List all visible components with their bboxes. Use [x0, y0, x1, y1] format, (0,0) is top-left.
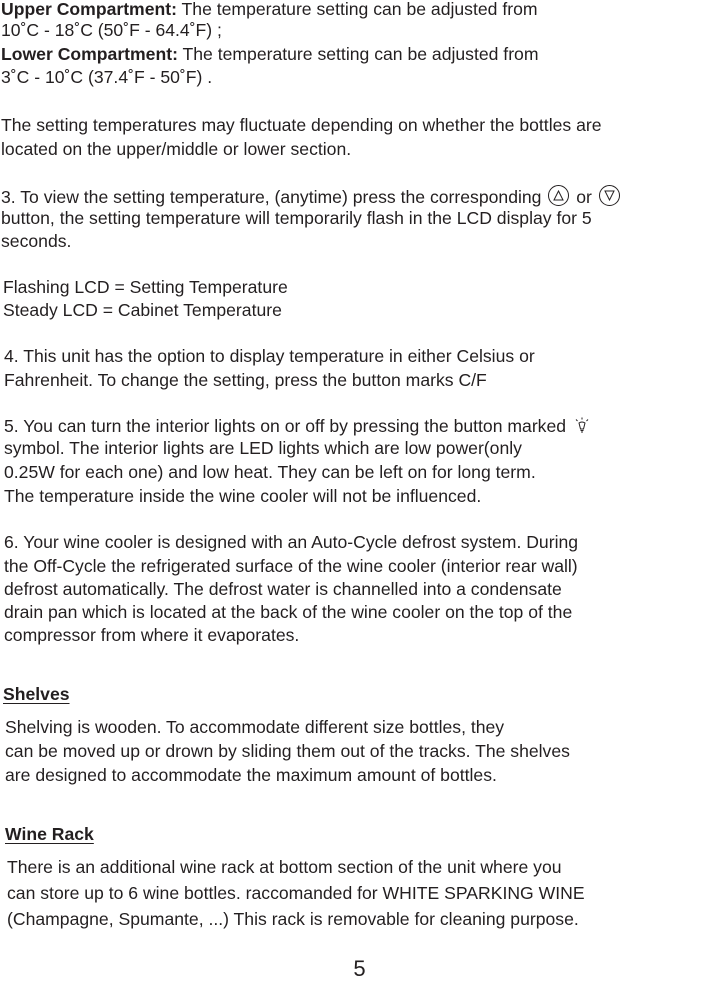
fluctuation-line-1: The setting temperatures may fluctuate depending on whether the bottles are — [1, 115, 602, 135]
step6-line-4: drain pan which is located at the back of the wine cooler on the top of the — [4, 602, 573, 622]
step6-line-2: the Off-Cycle the refrigerated surface of the wine cooler (interior rear wall) — [4, 556, 578, 576]
upper-compartment-range: 10˚C - 18˚C (50˚F - 64.4˚F) ; — [1, 20, 222, 40]
shelves-line-3: are designed to accommodate the maximum amount of bottles. — [5, 765, 497, 785]
wine-rack-line-3: (Champagne, Spumante, ...) This rack is removable for cleaning purpose. — [7, 909, 579, 929]
lower-compartment-line-1: Lower Compartment: The temperature setting can be adjusted from — [1, 44, 539, 64]
up-triangle-button-icon — [548, 185, 569, 206]
down-triangle-button-icon — [599, 185, 620, 206]
step3-line-2: button, the setting temperature will temporarily flash in the LCD display for 5 — [1, 208, 592, 228]
lower-compartment-range: 3˚C - 10˚C (37.4˚F - 50˚F) . — [1, 67, 213, 87]
fluctuation-line-2: located on the upper/middle or lower section. — [1, 139, 352, 159]
flashing-lcd-note: Flashing LCD = Setting Temperature — [3, 277, 288, 297]
step4-line-1: 4. This unit has the option to display temperature in either Celsius or — [4, 346, 535, 366]
light-bulb-icon — [575, 417, 589, 439]
steady-lcd-note: Steady LCD = Cabinet Temperature — [3, 300, 282, 320]
or-word: or — [576, 187, 592, 207]
wine-rack-line-2: can store up to 6 wine bottles. raccomanded for WHITE SPARKING WINE — [7, 883, 585, 903]
step6-line-5: compressor from where it evaporates. — [4, 625, 300, 645]
step6-line-3: defrost automatically. The defrost water is channelled into a condensate — [4, 579, 562, 599]
step6-line-1: 6. Your wine cooler is designed with an Auto-Cycle defrost system. During — [4, 532, 579, 552]
shelves-heading: Shelves — [3, 684, 70, 704]
wine-rack-heading: Wine Rack — [5, 824, 94, 844]
lower-compartment-label: Lower Compartment: — [1, 44, 178, 64]
upper-compartment-label: Upper Compartment: — [1, 0, 177, 19]
upper-compartment-line-1: Upper Compartment: The temperature setting can be adjusted from — [1, 0, 538, 19]
step5-line-4: The temperature inside the wine cooler will not be influenced. — [4, 486, 482, 506]
step3-line-3: seconds. — [1, 231, 72, 251]
wine-rack-line-1: There is an additional wine rack at bottom section of the unit where you — [7, 857, 562, 877]
step4-line-2: Fahrenheit. To change the setting, press the button marks C/F — [4, 370, 487, 390]
shelves-line-2: can be moved up or drown by sliding them out of the tracks. The shelves — [5, 741, 570, 761]
step3-line-1: 3. To view the setting temperature, (anytime) press the corresponding or — [1, 185, 622, 207]
step5-line-1: 5. You can turn the interior lights on or off by pressing the button marked — [4, 417, 589, 439]
step5-line-2: symbol. The interior lights are LED lights which are low power(only — [4, 438, 522, 458]
step5-line-3: 0.25W for each one) and low heat. They can be left on for long term. — [4, 462, 536, 482]
page-number: 5 — [353, 956, 366, 981]
shelves-line-1: Shelving is wooden. To accommodate different size bottles, they — [5, 717, 505, 737]
